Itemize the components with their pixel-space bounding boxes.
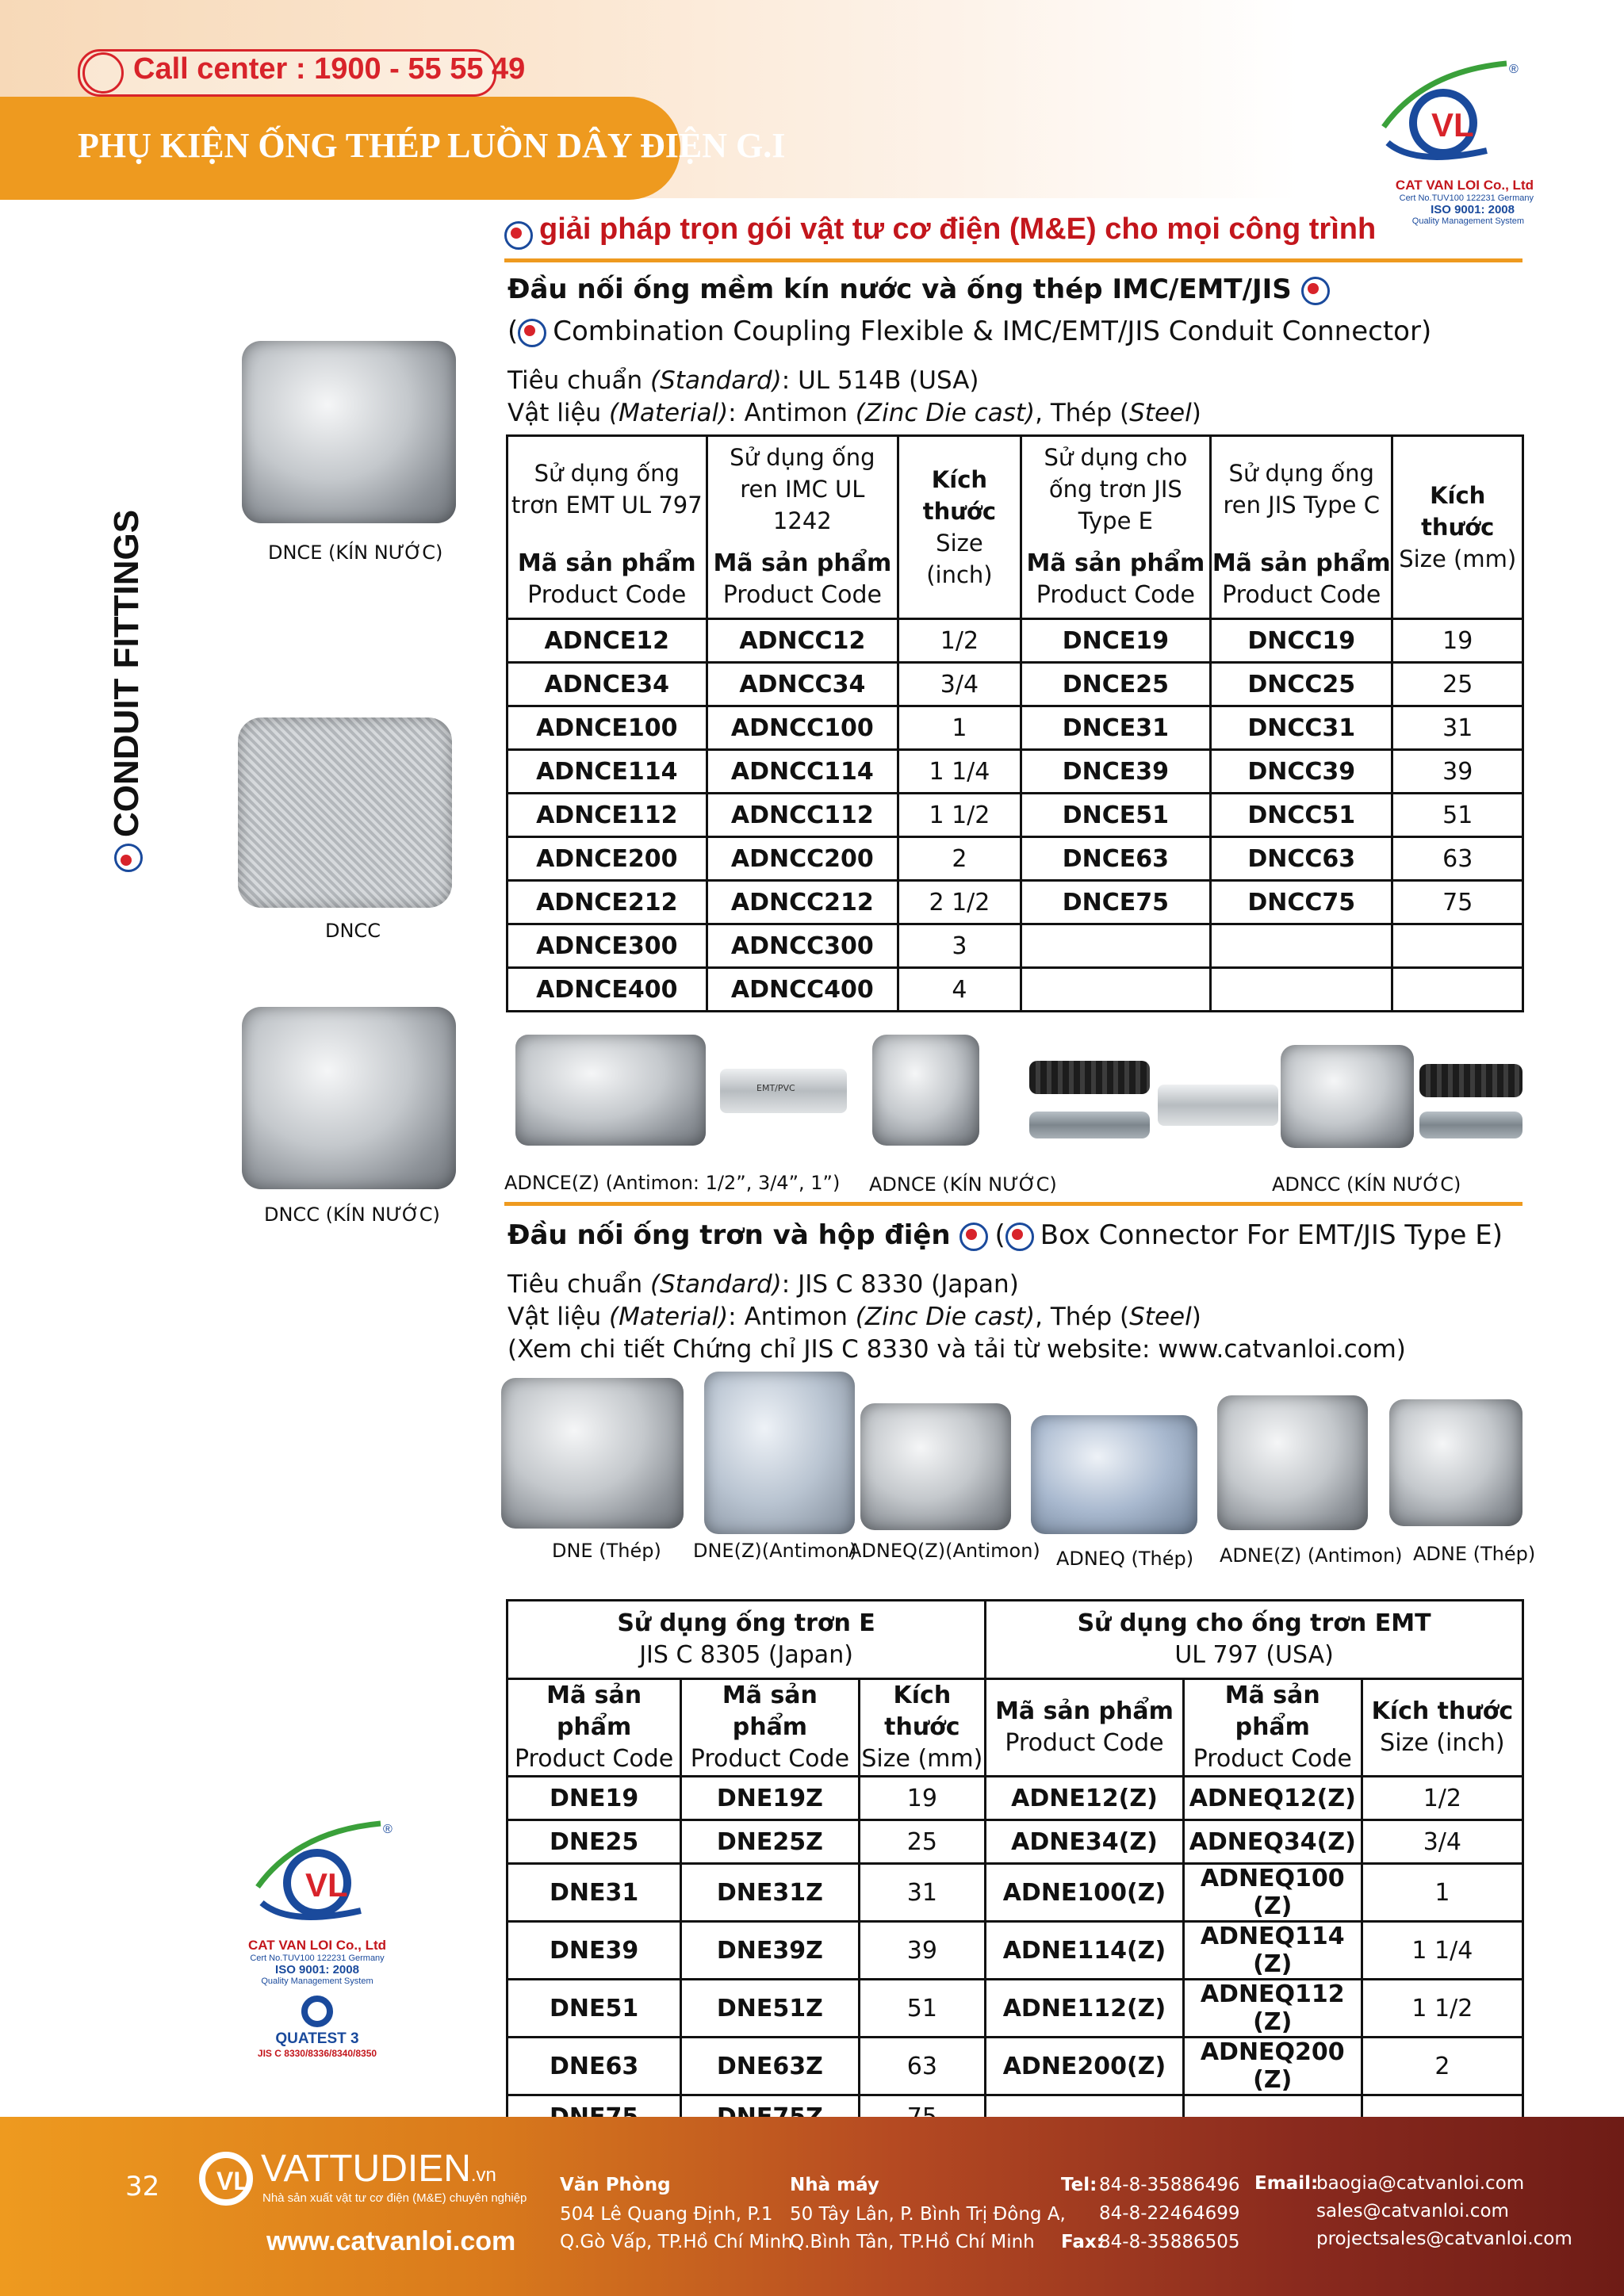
table-cell: 51 xyxy=(859,1980,986,2038)
caption-adne-z: ADNE(Z) (Antimon) xyxy=(1220,1544,1403,1567)
svg-text:VL: VL xyxy=(305,1866,348,1904)
table-cell: ADNEQ12(Z) xyxy=(1183,1777,1362,1820)
factory-label: Nhà máy xyxy=(790,2175,879,2195)
table-cell: ADNCC400 xyxy=(707,968,898,1012)
product-photo-dncc xyxy=(238,718,452,908)
photo-adnce xyxy=(872,1035,979,1146)
table-cell: ADNE100(Z) xyxy=(986,1864,1184,1922)
table-cell: DNE51Z xyxy=(681,1980,859,2038)
table-cell xyxy=(1211,924,1392,968)
table-group-header-row xyxy=(508,1601,1523,1679)
table-cell: DNCC75 xyxy=(1211,881,1392,924)
logo-company-name: CAT VAN LOI Co., Ltd xyxy=(1395,178,1534,193)
table-row xyxy=(508,663,1523,706)
table-cell: ADNCE200 xyxy=(508,837,707,881)
table-cell: 3 xyxy=(898,924,1021,968)
table-row xyxy=(508,1864,1523,1922)
table-cell: 31 xyxy=(1392,706,1523,750)
table-row xyxy=(508,1980,1523,2038)
photo-steel-pipe xyxy=(1158,1085,1278,1126)
table-cell xyxy=(1392,924,1523,968)
cvl-mini-icon xyxy=(518,319,546,347)
table-row xyxy=(508,1820,1523,1864)
table-cell: DNE51 xyxy=(508,1980,681,2038)
email-2[interactable]: sales@catvanloi.com xyxy=(1316,2201,1509,2221)
quatest-icon xyxy=(301,1996,333,2027)
email-3[interactable]: projectsales@catvanloi.com xyxy=(1316,2229,1572,2249)
fax-label: Fax: xyxy=(1061,2232,1104,2252)
table-cell: ADNCC100 xyxy=(707,706,898,750)
size-inch-header: Kích thước Size (inch) xyxy=(1362,1679,1522,1777)
office-label: Văn Phòng xyxy=(560,2175,671,2195)
photo-adneq-z xyxy=(860,1403,1011,1530)
caption-adnce: ADNCE (KÍN NƯỚC) xyxy=(869,1173,1057,1196)
table-cell: 63 xyxy=(1392,837,1523,881)
caption-dncc-waterproof: DNCC (KÍN NƯỚC) xyxy=(264,1203,440,1226)
svg-text:®: ® xyxy=(383,1823,393,1836)
page-title: PHỤ KIỆN ỐNG THÉP LUỒN DÂY ĐIỆN G.I xyxy=(78,126,786,165)
table-cell: 3/4 xyxy=(898,663,1021,706)
table-cell: ADNCC300 xyxy=(707,924,898,968)
table-cell: 3/4 xyxy=(1362,1820,1522,1864)
table-cell: ADNE200(Z) xyxy=(986,2038,1184,2095)
table-cell: 1 xyxy=(1362,1864,1522,1922)
caption-adnce-z: ADNCE(Z) (Antimon: 1/2”, 3/4”, 1”) xyxy=(504,1172,841,1194)
code-header: Mã sản phẩm Product Code xyxy=(681,1679,859,1777)
table-cell: 1 1/2 xyxy=(1362,1980,1522,2038)
table-cell: ADNCC212 xyxy=(707,881,898,924)
section2-note: (Xem chi tiết Chứng chỉ JIS C 8330 và tải từ website: www.catvanloi.com) xyxy=(508,1335,1406,1364)
box-connector-table xyxy=(506,1599,1524,2140)
photo-dne xyxy=(501,1378,684,1529)
table-row xyxy=(508,924,1523,968)
cvl-mini-icon xyxy=(114,844,143,872)
table-cell: DNCE39 xyxy=(1021,750,1210,794)
table-cell: ADNE34(Z) xyxy=(986,1820,1184,1864)
caption-adne: ADNE (Thép) xyxy=(1413,1543,1536,1565)
quatest-label: QUATEST 3 xyxy=(275,2030,359,2047)
group-jis-e: Sử dụng ống trơn E JIS C 8305 (Japan) xyxy=(508,1601,986,1679)
phone-icon xyxy=(82,52,124,94)
logo-qms: Quality Management System xyxy=(1411,216,1524,226)
caption-dncc: DNCC xyxy=(325,920,381,942)
caption-dnce: DNCE (KÍN NƯỚC) xyxy=(268,541,443,564)
logo-iso: ISO 9001: 2008 xyxy=(275,1963,359,1976)
code-header: Mã sản phẩm Product Code xyxy=(1183,1679,1362,1777)
cvl-mini-icon xyxy=(959,1223,988,1251)
table-row xyxy=(508,619,1523,663)
header-rule xyxy=(504,258,1522,262)
cvl-logo-icon xyxy=(242,1816,393,1934)
table-cell xyxy=(1021,924,1210,968)
photo-adne-z xyxy=(1217,1395,1368,1530)
table-cell: DNE19 xyxy=(508,1777,681,1820)
table-cell: ADNCE34 xyxy=(508,663,707,706)
table-cell: 63 xyxy=(859,2038,986,2095)
tel-label: Tel: xyxy=(1061,2175,1097,2195)
photo-grey-pipe xyxy=(1419,1112,1522,1138)
table-cell: ADNCE112 xyxy=(508,794,707,837)
tagline: giải pháp trọn gói vật tư cơ điện (M&E) cho mọi công trình xyxy=(539,212,1377,246)
table-row xyxy=(508,2038,1523,2095)
table-cell: ADNCE100 xyxy=(508,706,707,750)
logo-cert: Cert No.TUV100 122231 Germany xyxy=(1399,193,1534,203)
code-header: Mã sản phẩm Product Code xyxy=(508,1679,681,1777)
tel-2: 84-8-22464699 xyxy=(1099,2203,1240,2224)
table-cell: DNE39Z xyxy=(681,1922,859,1980)
table-cell: DNCE51 xyxy=(1021,794,1210,837)
photo-flex-pipe xyxy=(1419,1064,1522,1097)
table-cell: DNCC51 xyxy=(1211,794,1392,837)
table-row xyxy=(508,750,1523,794)
product-photo-dncc-waterproof xyxy=(242,1007,456,1189)
coupling-table-body xyxy=(508,619,1523,1012)
table-cell: DNE25Z xyxy=(681,1820,859,1864)
factory-line2: Q.Bình Tân, TP.Hồ Chí Minh xyxy=(790,2232,1035,2252)
photo-grey-pipe xyxy=(1029,1112,1150,1138)
table-cell: ADNCE300 xyxy=(508,924,707,968)
col-size-mm: Kích thước Size (mm) xyxy=(1392,436,1523,619)
table-cell: 2 1/2 xyxy=(898,881,1021,924)
table-cell: ADNCE12 xyxy=(508,619,707,663)
call-center-text: Call center : 1900 - 55 55 49 xyxy=(133,52,526,86)
section1-subtitle: ( Combination Coupling Flexible & IMC/EMT/JIS Conduit Connector) xyxy=(508,316,1432,347)
caption-dne-z: DNE(Z)(Antimon) xyxy=(693,1540,857,1562)
table-cell xyxy=(1021,968,1210,1012)
fax-number: 84-8-35886505 xyxy=(1099,2232,1240,2252)
table-row xyxy=(508,837,1523,881)
table-cell: DNCC25 xyxy=(1211,663,1392,706)
table-cell xyxy=(1392,968,1523,1012)
col-jis-e-use: Sử dụng cho ống trơn JIS Type E xyxy=(1021,436,1210,542)
photo-adnce-z xyxy=(515,1035,706,1146)
section2-title: Đầu nối ống trơn và hộp điện ( Box Connector For EMT/JIS Type E) xyxy=(508,1219,1503,1251)
table-cell: 1 1/4 xyxy=(1362,1922,1522,1980)
table-cell: DNE25 xyxy=(508,1820,681,1864)
code-header: Mã sản phẩm Product Code xyxy=(707,541,898,619)
photo-adncc xyxy=(1281,1045,1414,1148)
table-cell: ADNEQ112 (Z) xyxy=(1183,1980,1362,2038)
section1-standard: Tiêu chuẩn (Standard): UL 514B (USA) xyxy=(508,366,979,395)
company-logo-top xyxy=(1348,55,1538,226)
tagline-row xyxy=(504,212,1376,250)
group-emt: Sử dụng cho ống trơn EMT UL 797 (USA) xyxy=(986,1601,1523,1679)
jis-list: JIS C 8330/8336/8340/8350 xyxy=(257,2048,377,2059)
col-jis-c-use: Sử dụng ống ren JIS Type C xyxy=(1211,436,1392,542)
table-cell: 1/2 xyxy=(898,619,1021,663)
table-cell: 1 1/4 xyxy=(898,750,1021,794)
email-label: Email: xyxy=(1254,2173,1319,2194)
table-row xyxy=(508,794,1523,837)
table-header-row xyxy=(508,436,1523,542)
svg-text:®: ® xyxy=(1509,63,1519,76)
vertical-section-label: CONDUIT FITTINGS xyxy=(107,510,147,872)
coupling-product-table xyxy=(506,434,1524,1012)
table-cell: 25 xyxy=(1392,663,1523,706)
table-cell: ADNEQ200 (Z) xyxy=(1183,2038,1362,2095)
table-cell: ADNEQ34(Z) xyxy=(1183,1820,1362,1864)
table-row xyxy=(508,968,1523,1012)
photo-adneq xyxy=(1031,1415,1197,1534)
table-cell: DNE31Z xyxy=(681,1864,859,1922)
cvl-logo-icon xyxy=(194,2141,266,2212)
email-1[interactable]: baogia@catvanloi.com xyxy=(1316,2173,1525,2194)
col-emt-use: Sử dụng ống trơn EMT UL 797 xyxy=(508,436,707,542)
caption-adneq: ADNEQ (Thép) xyxy=(1056,1548,1194,1570)
logo-qms: Quality Management System xyxy=(261,1976,373,1986)
table-cell: 25 xyxy=(859,1820,986,1864)
factory-line1: 50 Tây Lân, P. Bình Trị Đông A, xyxy=(790,2204,1066,2225)
table-cell xyxy=(1211,968,1392,1012)
table-cell: DNCC39 xyxy=(1211,750,1392,794)
company-logo-bottom xyxy=(230,1816,404,2059)
table-cell: 19 xyxy=(1392,619,1523,663)
svg-text:VL: VL xyxy=(216,2167,249,2195)
table-cell: 1/2 xyxy=(1362,1777,1522,1820)
size-mm-header: Kích thước Size (mm) xyxy=(859,1679,986,1777)
table-cell: DNCC19 xyxy=(1211,619,1392,663)
table-cell: ADNCE212 xyxy=(508,881,707,924)
table-cell: 1 1/2 xyxy=(898,794,1021,837)
cvl-mini-icon xyxy=(1301,277,1330,305)
code-header: Mã sản phẩm Product Code xyxy=(1211,541,1392,619)
table-cell: DNE31 xyxy=(508,1864,681,1922)
cvl-mini-icon xyxy=(504,221,533,250)
table-cell: ADNE112(Z) xyxy=(986,1980,1184,2038)
section1-title: Đầu nối ống mềm kín nước và ống thép IMC/EMT/JIS xyxy=(508,274,1336,305)
table-cell: ADNE114(Z) xyxy=(986,1922,1184,1980)
table-cell: ADNCE400 xyxy=(508,968,707,1012)
col-imc-use: Sử dụng ống ren IMC UL 1242 xyxy=(707,436,898,542)
table-cell: 75 xyxy=(1392,881,1523,924)
table-row xyxy=(508,1922,1523,1980)
section1-material: Vật liệu (Material): Antimon (Zinc Die cast), Thép (Steel) xyxy=(508,399,1201,427)
cvl-mini-icon xyxy=(1005,1223,1034,1251)
table-cell: 31 xyxy=(859,1864,986,1922)
table-cell: 39 xyxy=(1392,750,1523,794)
table-cell: DNE39 xyxy=(508,1922,681,1980)
photo-dne-z xyxy=(704,1372,855,1534)
photo-flex-pipe xyxy=(1029,1061,1150,1094)
table-cell: DNE63Z xyxy=(681,2038,859,2095)
table-cell: 39 xyxy=(859,1922,986,1980)
table-cell: ADNEQ100 (Z) xyxy=(1183,1864,1362,1922)
table-row xyxy=(508,706,1523,750)
table-cell: 2 xyxy=(898,837,1021,881)
table-cell: 2 xyxy=(1362,2038,1522,2095)
section2-material: Vật liệu (Material): Antimon (Zinc Die cast), Thép (Steel) xyxy=(508,1303,1201,1331)
table-cell: DNCE75 xyxy=(1021,881,1210,924)
table-cell: 1 xyxy=(898,706,1021,750)
footer-website[interactable]: www.catvanloi.com xyxy=(266,2226,516,2256)
brand-name: VATTUDIEN.vn xyxy=(261,2148,496,2190)
table-header-row xyxy=(508,1679,1523,1777)
table-cell: DNCE31 xyxy=(1021,706,1210,750)
table-cell: ADNCE114 xyxy=(508,750,707,794)
table-cell: DNCC31 xyxy=(1211,706,1392,750)
section-divider xyxy=(504,1202,1522,1206)
product-photo-dnce xyxy=(242,341,456,523)
section2-standard: Tiêu chuẩn (Standard): JIS C 8330 (Japan) xyxy=(508,1270,1019,1299)
table-cell: ADNCC200 xyxy=(707,837,898,881)
logo-company-name: CAT VAN LOI Co., Ltd xyxy=(247,1938,387,1953)
logo-iso: ISO 9001: 2008 xyxy=(1431,203,1515,216)
table-row xyxy=(508,881,1523,924)
code-header: Mã sản phẩm Product Code xyxy=(986,1679,1184,1777)
table-cell: DNCE63 xyxy=(1021,837,1210,881)
table-cell: 51 xyxy=(1392,794,1523,837)
footer-brand xyxy=(194,2141,543,2212)
tel-1: 84-8-35886496 xyxy=(1099,2175,1240,2195)
table-cell: ADNCC12 xyxy=(707,619,898,663)
table-cell: ADNCC112 xyxy=(707,794,898,837)
box-connector-table-body xyxy=(508,1777,1523,2139)
office-line2: Q.Gò Vấp, TP.Hồ Chí Minh xyxy=(560,2232,793,2252)
table-cell: ADNE12(Z) xyxy=(986,1777,1184,1820)
office-line1: 504 Lê Quang Định, P.1 xyxy=(560,2204,773,2225)
col-size-inch: Kích thước Size (inch) xyxy=(898,436,1021,619)
brand-tagline: Nhà sản xuất vật tư cơ điện (M&E) chuyên nghiệp xyxy=(262,2191,527,2205)
page-number: 32 xyxy=(125,2171,160,2202)
caption-adneq-z: ADNEQ(Z)(Antimon) xyxy=(848,1540,1040,1562)
table-cell: 4 xyxy=(898,968,1021,1012)
code-header: Mã sản phẩm Product Code xyxy=(508,541,707,619)
table-cell: DNE63 xyxy=(508,2038,681,2095)
table-cell: DNCE19 xyxy=(1021,619,1210,663)
svg-text:VL: VL xyxy=(1431,106,1474,144)
table-cell: ADNCC114 xyxy=(707,750,898,794)
table-cell: DNCC63 xyxy=(1211,837,1392,881)
table-row xyxy=(508,1777,1523,1820)
logo-cert: Cert No.TUV100 122231 Germany xyxy=(250,1954,385,1963)
table-cell: ADNCC34 xyxy=(707,663,898,706)
cvl-logo-icon xyxy=(1368,55,1519,174)
caption-adncc: ADNCC (KÍN NƯỚC) xyxy=(1272,1173,1461,1196)
table-cell: DNCE25 xyxy=(1021,663,1210,706)
photo-adne xyxy=(1389,1399,1522,1526)
code-header: Mã sản phẩm Product Code xyxy=(1021,541,1210,619)
table-cell: ADNEQ114 (Z) xyxy=(1183,1922,1362,1980)
table-cell: 19 xyxy=(859,1777,986,1820)
table-cell: DNE19Z xyxy=(681,1777,859,1820)
caption-dne: DNE (Thép) xyxy=(552,1540,661,1562)
photo-emt-pipe: EMT/PVC xyxy=(720,1069,847,1113)
